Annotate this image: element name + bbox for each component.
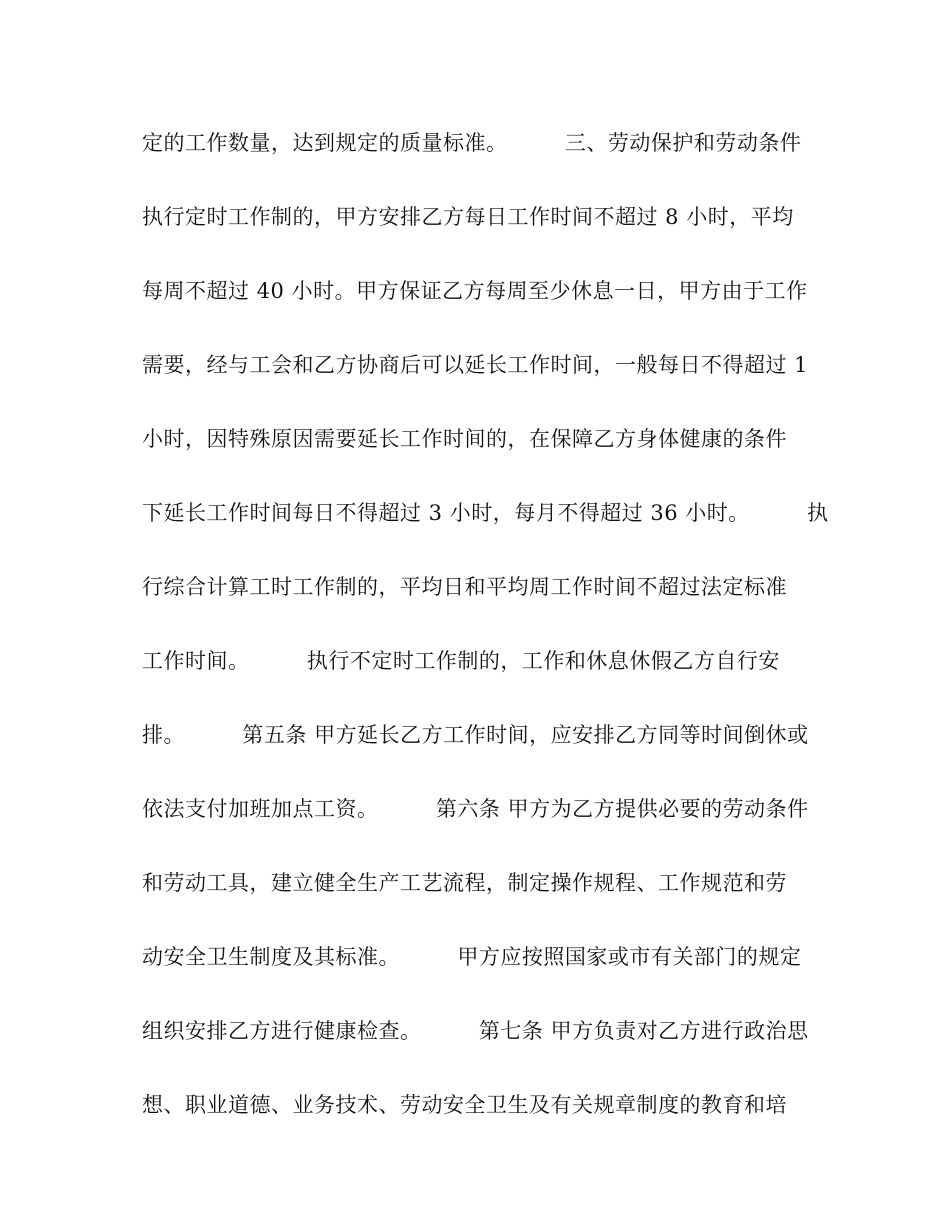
text-line: 需要，经与工会和乙方协商后可以延长工作时间，一般每日不得超过 1 (142, 353, 809, 377)
text-line: 想、职业道德、业务技术、劳动安全卫生及有关规章制度的教育和培 (142, 1093, 787, 1117)
text-line: 定的工作数量，达到规定的质量标准。 三、劳动保护和劳动条件 (142, 131, 802, 155)
text-line: 依法支付加班加点工资。 第六条 甲方为乙方提供必要的劳动条件 (142, 797, 809, 821)
text-line: 动安全卫生制度及其标准。 甲方应按照国家或市有关部门的规定 (142, 945, 802, 969)
text-line: 工作时间。 执行不定时工作制的，工作和休息休假乙方自行安 (142, 649, 780, 673)
text-line: 排。 第五条 甲方延长乙方工作时间，应安排乙方同等时间倒休或 (142, 723, 809, 747)
text-line: 下延长工作时间每日不得超过 3 小时，每月不得超过 36 小时。 执 (142, 501, 829, 525)
text-line: 每周不超过 40 小时。甲方保证乙方每周至少休息一日，甲方由于工作 (142, 279, 808, 303)
text-line: 执行定时工作制的，甲方安排乙方每日工作时间不超过 8 小时，平均 (142, 205, 794, 229)
text-line: 和劳动工具，建立健全生产工艺流程，制定操作规程、工作规范和劳 (142, 871, 787, 895)
text-line: 组织安排乙方进行健康检查。 第七条 甲方负责对乙方进行政治思 (142, 1019, 809, 1043)
text-line: 行综合计算工时工作制的，平均日和平均周工作时间不超过法定标准 (142, 575, 787, 599)
document-body (142, 123, 829, 1159)
text-line: 小时，因特殊原因需要延长工作时间的，在保障乙方身体健康的条件 (142, 427, 787, 451)
